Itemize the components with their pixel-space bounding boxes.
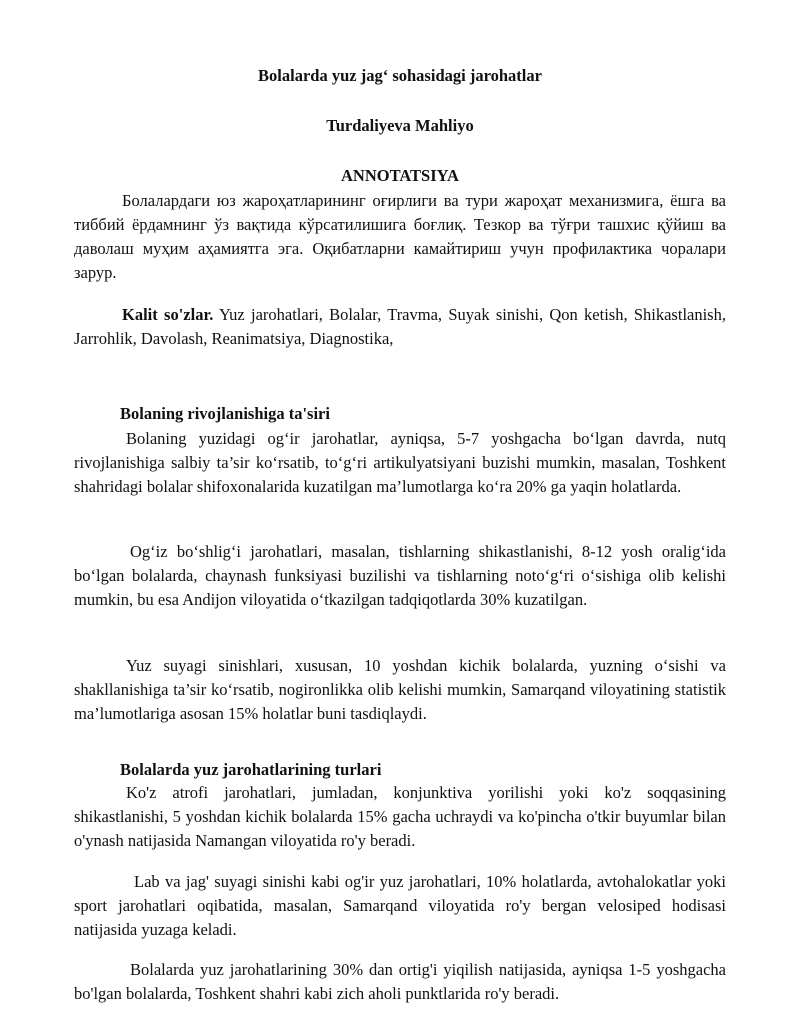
paragraph-falls: Bolalarda yuz jarohatlarining 30% dan ortig'i yiqilish natijasida, ayniqsa 1-5 yoshgacha bo'lgan bolalarda, Toshkent shahri kabi zich aholi punktlarida ro'y beradi. [74, 960, 726, 1003]
annotation-heading: ANNOTATSIYA [341, 166, 459, 185]
keywords-text: Yuz jarohatlari, Bolalar, Travma, Suyak sinishi, Qon ketish, Shikastlanish, Jarrohlik, Davolash, Reanimatsiya, Diagnostika, [74, 305, 726, 348]
paragraph-oral-injuries: Og‘iz bo‘shlig‘i jarohatlari, masalan, tishlarning shikastlanishi, 8-12 yosh oralig‘ida bo‘lgan bolalarda, chaynash funksiyasi buzilishi va tishlarning noto‘g‘ri o‘sishiga olib kelishi mumkin, bu esa Andijon viloyatida o‘tkazilgan tadqiqotlarda 30% kuzatilgan. [74, 542, 726, 609]
document-title: Bolalarda yuz jag‘ sohasidagi jarohatlar [258, 66, 542, 85]
annotation-paragraph: Болалардаги юз жароҳатларининг оғирлиги ва тури жароҳат механизмига, ёшга ва тиббий ёрдамнинг ўз вақтида кўрсатилишига боғлиқ. Тезкор ва тўғри ташхис қўйиш ва даволаш муҳим аҳамиятга эга. Оқибатларни камайтириш учун профилактика чоралари зарур. [74, 191, 726, 282]
section-heading-injury-types: Bolalarda yuz jarohatlarining turlari [120, 760, 382, 779]
paragraph-lip-jaw-fractures: Lab va jag' suyagi sinishi kabi og'ir yuz jarohatlari, 10% holatlarda, avtohalokatlar yoki sport jarohatlari oqibatida, masalan, Samarqand viloyatida ro'y bergan velosiped hodisasi natijasida yuzaga keladi. [74, 872, 726, 939]
paragraph-facial-fractures: Yuz suyagi sinishlari, xususan, 10 yoshdan kichik bolalarda, yuzning o‘sishi va shakllanishiga ta’sir ko‘rsatib, nogironlikka olib kelishi mumkin, Samarqand viloyatining statistik ma’lumotlariga asosan 15% holatlar buni tasdiqlaydi. [74, 656, 726, 723]
paragraph-speech-development: Bolaning yuzidagi og‘ir jarohatlar, ayniqsa, 5-7 yoshgacha bo‘lgan davrda, nutq rivojlanishiga salbiy ta’sir ko‘rsatib, to‘g‘ri artikulyatsiyani buzishi mumkin, masalan, Toshkent shahridagi bolalar shifoxonalarida kuzatilgan ma’lumotlarga ko‘ra 20% ga yaqin holatlarda. [74, 429, 726, 496]
section-heading-development: Bolaning rivojlanishiga ta'siri [120, 404, 330, 423]
paragraph-eye-injuries: Ko'z atrofi jarohatlari, jumladan, konjunktiva yorilishi yoki ko'z soqqasining shikastlanishi, 5 yoshdan kichik bolalarda 15% gacha uchraydi va ko'pincha o'tkir buyumlar bilan o'ynash natijasida Namangan viloyatida ro'y beradi. [74, 783, 726, 850]
keywords-paragraph [74, 303, 726, 351]
keywords-label: Kalit so'zlar. [122, 305, 214, 324]
author-name: Turdaliyeva Mahliyo [326, 116, 474, 135]
